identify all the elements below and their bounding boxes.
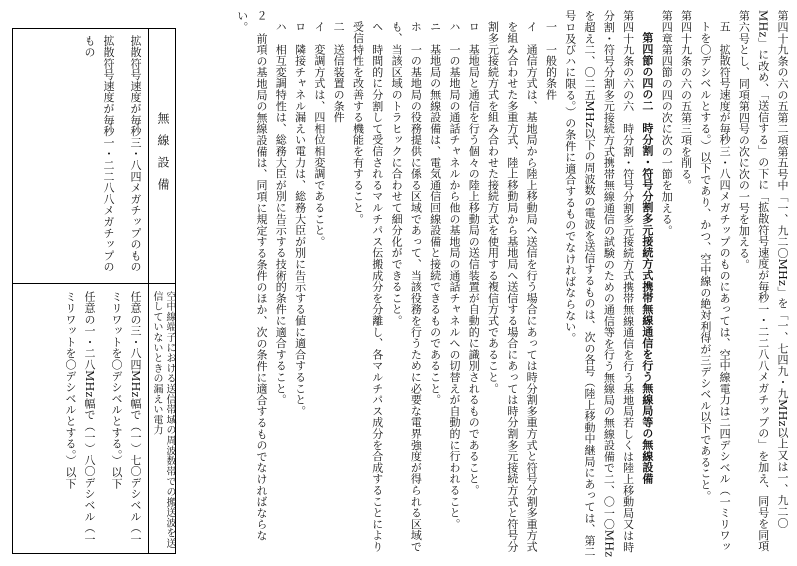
article-49-6-6: 第四十九条の六の六 時分割・符号分割多元接続方式携帯無線通信を行う基地局若しくは陸上移動局又は時分割・符号分割多元接続方式携帯無線通信の試験のための通信等を行う無線局の無線設備で二、〇一〇MHzを超え二、〇二五MHz以下の周波数の電波を送信するものは、次の各号（陸上移動中継局にあっては、第二号ロ及びハに限る。）の条件に適合するものでなければならない。 <box>563 10 635 558</box>
row1-label: 拡散符号速度が毎秒三・八四メガチップのもの <box>129 35 142 273</box>
row2-value: 任意の一・二八MHz幅で（一）八〇デシベル（一ミリワットを〇デシベルとする。）以下 <box>64 291 96 545</box>
item-1-he: ヘ 時間的に分割して受信されるマルチパス伝搬成分を分離し、各マルチパス成分を合成することにより受信特性を改善する機能を有すること。 <box>351 21 384 553</box>
paragraph-2: ２ 前項の基地局の無線設備は、同項に規定する条件のほか、次の条件に適合するものでなければならない。 <box>235 10 268 542</box>
item-2-transmitter: 二 送信装置の条件 <box>332 21 346 123</box>
main-text <box>196 10 792 558</box>
item-2-ha: ハ 相互変調特性は、総務大臣が別に告示する技術的条件に適合すること。 <box>274 21 288 406</box>
row1-value: 任意の三・八四MHz幅で（一）七〇デシベル（一ミリワットを〇デシベルとする。）以下 <box>110 291 142 545</box>
table-header-equipment <box>149 29 176 283</box>
item-1-ho: ホ 一の基地局の役務提供に係る区域であって、当該役務を行うために必要な電界強度が得られる区域でも、当該区域のトラヒックに合わせて細分化ができること。 <box>390 21 423 553</box>
paragraph-amend-49-6-5: 第四十九条の六の五第二項第五号中「一、九二〇MHz」を「一、七四九・九MHz以上又は一、九二〇MHz」に改め、「送信する」の下に「拡散符号速度が毎秒一・二二八八メガチップの」を加え、同号を同項第六号とし、同項第四号の次に次の一号を加える。 <box>737 10 789 552</box>
item-1-ha: ハ 一の基地局の通話チャネルから他の基地局の通話チャネルへの切替えが自動的に行われること。 <box>447 21 461 530</box>
table-row-labels <box>15 35 145 281</box>
item-2-i: イ 変調方式は、四相位相変調であること。 <box>312 21 326 247</box>
table-row-values <box>15 291 145 551</box>
paragraph-add-section: 第四章第四節の四の次に次の一節を加える。 <box>660 10 674 236</box>
item-1-ni: ニ 基地局の無線設備は、電気通信回線設備と接続できるものであること。 <box>428 21 442 406</box>
item-1-general: 一 一般的条件 <box>544 21 558 101</box>
item-1-ro: ロ 基地局と通信を行う個々の陸上移動局の送信装置が自動的に識別されるものであること。 <box>467 21 481 496</box>
table-header-label: 無線設備 <box>156 112 170 200</box>
item-5: 五 拡散符号速度が毎秒三・八四メガチップのものにあっては、空中線電力は二四デシベル（一ミリワットを〇デシベルとする。）以下であり、かつ、空中線の絶対利得が三デシベル以下であること。 <box>698 21 732 553</box>
item-2-ro: ロ 隣接チャネル漏えい電力は、総務大臣が別に告示する値に適合すること。 <box>293 21 307 417</box>
table-horizontal-divider <box>13 283 175 284</box>
table-subheader-leakage-power: 空中線端子における送信帯域の周波数帯での搬送波を送信していないときの漏えい電力 <box>151 291 175 549</box>
row2-label: 拡散符号速度が毎秒一・二二八八メガチップのもの <box>83 35 115 273</box>
spec-table <box>12 28 176 554</box>
item-1-i: イ 通信方式は、基地局から陸上移動局へ送信を行う場合にあっては時分割多重方式と符号分割多重方式を組み合わせた多重方式、陸上移動局から基地局へ送信する場合にあっては時分割多元接続方式と符号分割多元接続方式を組み合わせた接続方式を使用する複信方式であること。 <box>486 21 539 553</box>
paragraph-delete-item-3: 第四十九条の六の五第三項を削る。 <box>679 10 693 191</box>
section-heading: 第四節の四の二 時分割・符号分割多元接続方式携帯無線通信を行う無線局等の無線設備 <box>640 32 654 484</box>
